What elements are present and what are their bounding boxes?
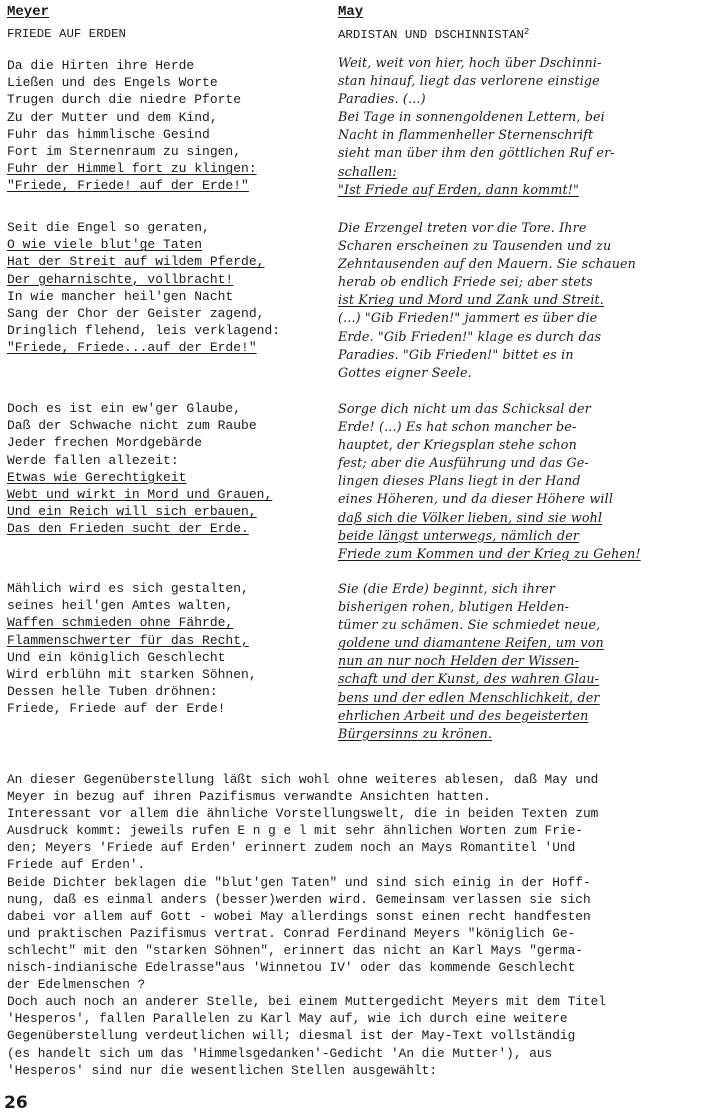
passage-line: Erde! (...) Es hat schon mancher be- <box>338 419 577 435</box>
passage-line: bisherigen rohen, blutigen Helden- <box>338 599 570 615</box>
passage-line: "Ist Friede auf Erden, dann kommt!" <box>338 181 579 197</box>
passage-line: goldene und diamantene Reifen, um von <box>338 635 604 651</box>
commentary-line: dabei vor allem auf Gott - wobei May allerdings sonst einen recht handfesten <box>7 908 591 924</box>
commentary-text <box>7 771 707 1079</box>
passage-line: Die Erzengel treten vor die Tore. Ihre <box>338 220 587 235</box>
stanza-line: Flammenschwerter für das Recht, <box>7 632 249 648</box>
stanza-line: Fort im Sternenraum zu singen, <box>7 143 242 159</box>
passage-3 <box>338 400 641 563</box>
passage-line: sieht man über ihm den göttlichen Ruf er- <box>338 145 615 161</box>
passage-line: bens und der edlen Menschlichkeit, der <box>338 689 600 705</box>
commentary-line: Meyer in bezug auf ihren Pazifismus verwandte Ansichten hatten. <box>7 789 491 805</box>
passage-line: Bei Tage in sonnengoldenen Lettern, bei <box>338 109 605 125</box>
stanza-line: Daß der Schwache nicht zum Raube <box>7 418 257 434</box>
stanza-line: Werde fallen allezeit: <box>7 452 179 468</box>
commentary-line: 'Hesperos', fallen Parallelen zu Karl May auf, wie ich durch eine weitere <box>7 1011 568 1027</box>
stanza-line: Zu der Mutter und dem Kind, <box>7 109 218 125</box>
stanza-line: Waffen schmieden ohne Fährde, <box>7 615 234 631</box>
may-work-title <box>338 27 529 42</box>
stanza-line: Seit die Engel so geraten, <box>7 220 210 235</box>
stanza-line: "Friede, Friede! auf der Erde!" <box>7 178 249 194</box>
stanza-2 <box>7 219 280 357</box>
commentary-line: Ausdruck kommt: jeweils rufen E n g e l mit sehr ähnlichen Worten zum Frie- <box>7 823 583 839</box>
stanza-line: Etwas wie Gerechtigkeit <box>7 469 187 485</box>
passage-line: nun an nur noch Helden der Wissen- <box>338 653 580 669</box>
passage-line: Bürgersinns zu krönen. <box>338 725 493 741</box>
stanza-line: Fuhr das himmlische Gesind <box>7 126 210 142</box>
commentary-line: Interessant vor allem die ähnliche Vorstellungswelt, die in beiden Texten zum <box>7 806 599 822</box>
commentary-line: Beide Dichter beklagen die "blut'gen Taten" und sind sich einig in der Hoff- <box>7 874 591 890</box>
stanza-line: Dringlich flehend, leis verklagend: <box>7 323 281 339</box>
stanza-line: Webt und wirkt in Mord und Grauen, <box>7 486 273 502</box>
stanza-line: Wird erblühn mit starken Söhnen, <box>7 666 257 682</box>
passage-line: herab ob endlich Friede sei; aber stets <box>338 274 593 290</box>
passage-line: fest; aber die Ausführung und das Ge- <box>338 455 589 471</box>
passage-line: Gottes eigner Seele. <box>338 364 472 380</box>
may-work-title-text: ARDISTAN UND DSCHINNISTAN <box>338 28 524 42</box>
passage-line: stan hinauf, liegt das verlorene einstige <box>338 73 600 89</box>
stanza-3 <box>7 400 272 538</box>
commentary-line: Gegenüberstellung verdeutlichen will; diesmal ist der May-Text vollständig <box>7 1028 576 1044</box>
stanza-line: Doch es ist ein ew'ger Glaube, <box>7 401 242 416</box>
stanza-line: O wie viele blut'ge Taten <box>7 237 203 253</box>
passage-1 <box>338 54 615 199</box>
passage-line: ist Krieg und Mord und Zank und Streit. <box>338 292 604 308</box>
passage-line: Sorge dich nicht um das Schicksal der <box>338 401 591 416</box>
commentary-line: nisch-indianische Edelrasse"aus 'Winnetou IV' oder das kommende Geschlecht <box>7 960 576 976</box>
may-author-heading: May <box>338 4 364 20</box>
passage-4 <box>338 580 604 743</box>
passage-line: Paradies. (...) <box>338 91 426 107</box>
passage-line: hauptet, der Kriegsplan stehe schon <box>338 437 577 453</box>
page-number: 26 <box>4 1093 28 1113</box>
commentary-line: Doch auch noch an anderer Stelle, bei einem Muttergedicht Meyers mit dem Titel <box>7 994 606 1010</box>
stanza-line: Da die Hirten ihre Herde <box>7 58 195 73</box>
stanza-line: Fuhr der Himmel fort zu klingen: <box>7 161 257 177</box>
passage-line: Zehntausenden auf den Mauern. Sie schauen <box>338 256 637 272</box>
stanza-1 <box>7 57 257 195</box>
passage-line: schallen: <box>338 163 397 179</box>
passage-line: (...) "Gib Frieden!" jammert es über die <box>338 310 598 326</box>
commentary-line: den; Meyers 'Friede auf Erden' erinnert zudem noch an Mays Romantitel 'Und <box>7 840 576 856</box>
meyer-poem-title: FRIEDE AUF ERDEN <box>7 27 126 41</box>
stanza-line: seines heil'gen Amtes walten, <box>7 598 234 614</box>
passage-line: tümer zu schämen. Sie schmiedet neue, <box>338 617 601 633</box>
stanza-line: Friede, Friede auf der Erde! <box>7 701 226 717</box>
stanza-line: Und ein königlich Geschlecht <box>7 649 226 665</box>
stanza-line: Dessen helle Tuben dröhnen: <box>7 684 218 700</box>
stanza-line: Jeder frechen Mordgebärde <box>7 435 203 451</box>
commentary-line: An dieser Gegenüberstellung läßt sich wohl ohne weiteres ablesen, daß May und <box>7 772 599 787</box>
passage-line: Weit, weit von hier, hoch über Dschinni- <box>338 55 602 70</box>
stanza-line: Der geharnischte, vollbracht! <box>7 271 234 287</box>
commentary-line: Friede auf Erden'. <box>7 857 146 873</box>
commentary-line: 'Hesperos' sind nur die wesentlichen Stellen ausgewählt: <box>7 1062 438 1078</box>
stanza-line: Ließen und des Engels Worte <box>7 75 218 91</box>
passage-line: Paradies. "Gib Frieden!" bittet es in <box>338 346 574 362</box>
passage-line: daß sich die Völker lieben, sind sie wohl <box>338 509 603 525</box>
commentary-line: nung, daß es einmal anders (besser)werden wird. Gemeinsam verlassen sie sich <box>7 891 591 907</box>
passage-line: Friede zum Kommen und der Krieg zu Gehen! <box>338 545 641 561</box>
commentary-line: (es handelt sich um das 'Himmelsgedanken'-Gedicht 'An die Mutter'), aus <box>7 1045 553 1061</box>
passage-line: lingen dieses Plans liegt in der Hand <box>338 473 581 489</box>
stanza-line: Sang der Chor der Geister zagend, <box>7 305 265 321</box>
stanza-line: Hat der Streit auf wildem Pferde, <box>7 254 265 270</box>
passage-line: Scharen erscheinen zu Tausenden und zu <box>338 238 612 254</box>
meyer-author-heading: Meyer <box>7 4 50 20</box>
passage-line: beide längst unterwegs, nämlich der <box>338 527 580 543</box>
stanza-4 <box>7 580 257 718</box>
stanza-line: In wie mancher heil'gen Nacht <box>7 288 234 304</box>
stanza-line: Das den Frieden sucht der Erde. <box>7 521 249 537</box>
commentary-line: schlecht" mit den "starken Söhnen", erinnert das nicht an Karl Mays "germa- <box>7 942 583 958</box>
commentary-line: der Edelmenschen ? <box>7 977 146 993</box>
commentary-line: und praktischen Pazifismus vertrat. Conrad Ferdinand Meyers "königlich Ge- <box>7 925 576 941</box>
passage-line: Sie (die Erde) beginnt, sich ihrer <box>338 581 556 596</box>
stanza-line: Trugen durch die niedre Pforte <box>7 92 242 108</box>
stanza-line: Mählich wird es sich gestalten, <box>7 581 249 596</box>
passage-line: Erde. "Gib Frieden!" klage es durch das <box>338 328 602 344</box>
passage-line: schaft und der Kunst, des wahren Glau- <box>338 671 600 687</box>
passage-line: ehrlichen Arbeit und des begeisterten <box>338 707 589 723</box>
passage-line: Nacht in flammenheller Sternenschrift <box>338 127 594 143</box>
passage-line: eines Höheren, und da dieser Höhere will <box>338 491 614 507</box>
stanza-line: "Friede, Friede...auf der Erde!" <box>7 340 257 356</box>
footnote-mark: 2 <box>523 27 530 37</box>
stanza-line: Und ein Reich will sich erbauen, <box>7 504 257 520</box>
passage-2 <box>338 219 636 382</box>
